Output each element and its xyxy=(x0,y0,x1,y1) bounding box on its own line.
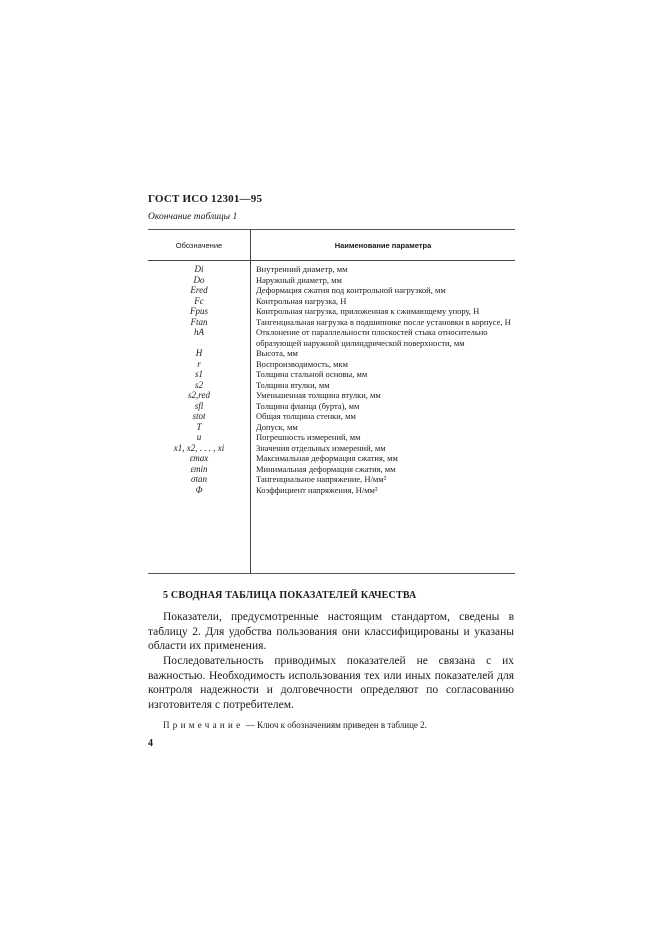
parameter-symbol: s1 xyxy=(194,369,203,379)
parameter-symbol: Fpus xyxy=(190,306,208,316)
table-row xyxy=(148,474,515,485)
parameter-symbol: r xyxy=(197,358,201,369)
note xyxy=(163,720,427,730)
table-row xyxy=(148,464,515,475)
parameter-name: Толщина втулки, мм xyxy=(256,379,330,390)
parameter-name: Погрешность измерений, мм xyxy=(256,432,361,442)
parameter-symbol: x1, x2, . . . , xi xyxy=(173,442,225,453)
parameter-name: Контрольная нагрузка, Н xyxy=(256,295,347,306)
note-label: Примечание xyxy=(163,720,244,730)
parameter-symbol: T xyxy=(196,421,202,432)
header-symbol: Обозначение xyxy=(175,241,223,250)
document-code: ГОСТ ИСО 12301—95 xyxy=(148,193,263,205)
header-parameter-name: Наименование параметра xyxy=(334,241,432,250)
parameter-name: Коэффициент напряжения, Н/мм² xyxy=(256,484,378,495)
table-row xyxy=(148,348,515,359)
table-row xyxy=(148,285,515,296)
parameter-name: Толщина стальной основы, мм xyxy=(256,369,368,379)
table-header-row xyxy=(148,230,515,261)
parameter-name: Контрольная нагрузка, приложенная к сжимающему упору, Н xyxy=(256,306,480,316)
note-text: — Ключ к обозначениям приведен в таблице 2. xyxy=(243,720,427,730)
parameter-symbol: stot xyxy=(192,411,206,421)
parameter-name: Высота, мм xyxy=(256,348,298,358)
table-row xyxy=(148,422,515,433)
parameter-symbol: σtan xyxy=(191,474,207,484)
parameter-name: Максимальная деформация сжатия, мм xyxy=(256,453,398,463)
table-body xyxy=(148,264,515,495)
parameter-symbol: H xyxy=(195,348,203,358)
parameter-name: Отклонение от параллельности плоскостей стыка относительно образующей наружной цилиндрической поверхности, мм xyxy=(256,327,488,348)
parameter-symbol: Ered xyxy=(190,285,208,295)
parameter-name: Толщина фланца (бурта), мм xyxy=(256,400,360,411)
parameter-name: Минимальная деформация сжатия, мм xyxy=(256,463,396,474)
table-row xyxy=(148,380,515,391)
table-row xyxy=(148,432,515,443)
table-row xyxy=(148,327,515,348)
parameter-name: Общая толщина стенки, мм xyxy=(256,411,356,421)
parameter-symbol: s2 xyxy=(194,379,203,390)
section-paragraph-1: Показатели, предусмотренные настоящим стандартом, сведены в таблицу 2. Для удобства пользования они классифицированы и указаны области их применения. xyxy=(148,611,514,652)
table-caption: Окончание таблицы 1 xyxy=(148,212,238,222)
parameter-name: Тангенциальное напряжение, Н/мм² xyxy=(256,474,387,484)
table-row xyxy=(148,390,515,401)
parameter-symbol: s2,red xyxy=(188,390,210,400)
table-row xyxy=(148,369,515,380)
parameter-symbol: u xyxy=(196,432,202,442)
table-row xyxy=(148,453,515,464)
parameters-table xyxy=(148,229,515,574)
table-row xyxy=(148,411,515,422)
table-row xyxy=(148,401,515,412)
table-row xyxy=(148,443,515,454)
parameter-name: Значения отдельных измерений, мм xyxy=(256,442,386,453)
parameter-symbol: Ftan xyxy=(190,316,208,327)
parameter-name: Тангенциальная нагрузка в подшипнике после установки в корпусе, Н xyxy=(256,316,511,327)
section-paragraph-2: Последовательность приводимых показателей не связана с их важностью. Необходимость использования тех или иных показателей для контроля надежности и долговечности определяют по согласованию изготовителя с потребителем. xyxy=(148,655,514,711)
table-row xyxy=(148,264,515,275)
parameter-name: Деформация сжатия под контрольной нагрузкой, мм xyxy=(256,285,446,295)
parameter-name: Уменьшенная толщина втулки, мм xyxy=(256,390,381,400)
parameter-symbol: sfl xyxy=(194,400,204,411)
parameter-symbol: Do xyxy=(193,274,205,285)
parameter-symbol: hA xyxy=(194,327,204,337)
parameter-name: Допуск, мм xyxy=(256,421,298,432)
parameter-name: Внутренний диаметр, мм xyxy=(256,264,348,274)
parameter-symbol: εmax xyxy=(189,453,209,463)
table-row xyxy=(148,359,515,370)
parameter-symbol: Φ xyxy=(195,484,203,495)
table-row xyxy=(148,485,515,496)
table-row xyxy=(148,296,515,307)
table-row xyxy=(148,306,515,317)
parameter-symbol: Fc xyxy=(194,295,204,306)
parameter-symbol: εmin xyxy=(190,463,208,474)
parameter-name: Наружный диаметр, мм xyxy=(256,274,342,285)
parameter-name: Воспроизводимость, мкм xyxy=(256,358,349,369)
table-row xyxy=(148,317,515,328)
parameter-symbol: Di xyxy=(194,264,204,274)
page-number: 4 xyxy=(148,738,153,749)
section-title: 5 СВОДНАЯ ТАБЛИЦА ПОКАЗАТЕЛЕЙ КАЧЕСТВА xyxy=(163,590,417,601)
table-row xyxy=(148,275,515,286)
